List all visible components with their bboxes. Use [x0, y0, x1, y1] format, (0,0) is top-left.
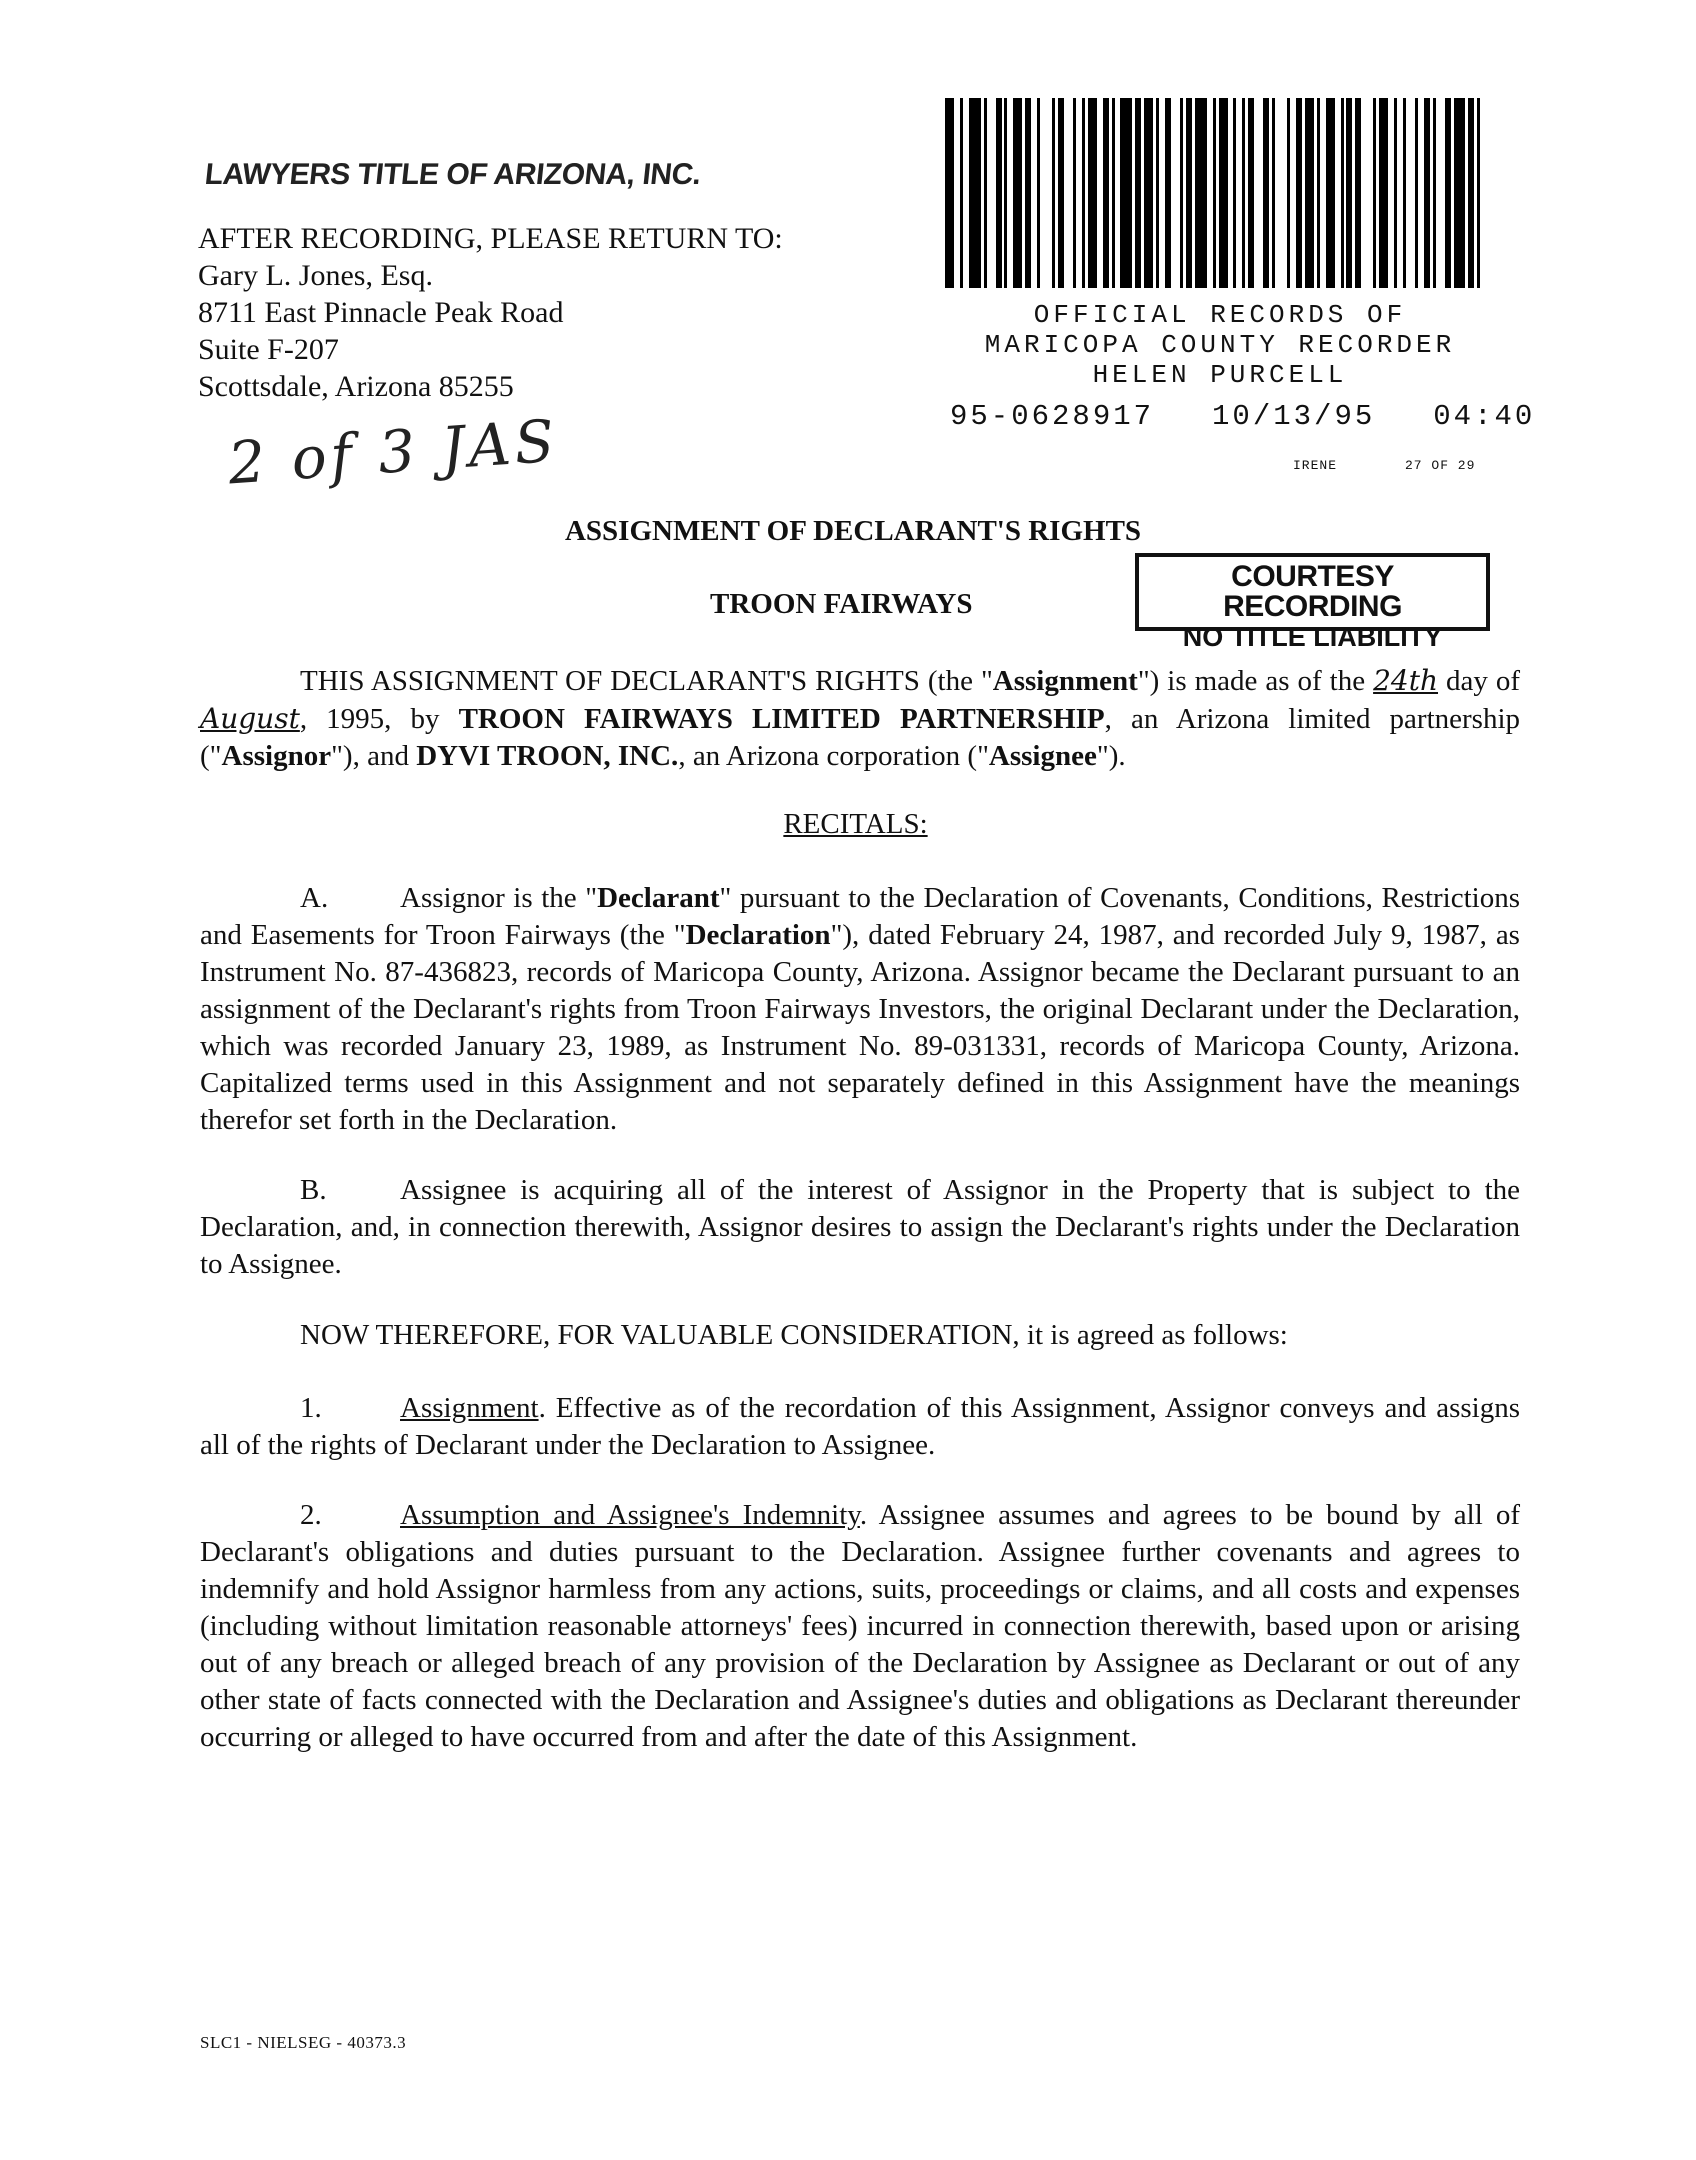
recording-time: 04:40: [1433, 400, 1536, 433]
section-1-number: 1.: [300, 1392, 322, 1424]
return-city: Scottsdale, Arizona 85255: [198, 370, 514, 403]
barcode-bar: [1326, 98, 1335, 288]
recital-b-label: B.: [300, 1174, 327, 1206]
barcode-bar: [1195, 98, 1207, 288]
barcode-bar: [1406, 98, 1415, 288]
instrument-number: 95-0628917: [950, 400, 1155, 433]
barcode-bar: [1361, 98, 1373, 288]
recording-date: 10/13/95: [1212, 400, 1376, 433]
barcode-bar: [1379, 98, 1388, 288]
intro-text: ") is made as of the: [1137, 665, 1366, 697]
courtesy-recording-stamp: [1135, 553, 1490, 652]
return-suite: Suite F-207: [198, 333, 339, 366]
barcode-bar: [969, 98, 981, 288]
recitals-heading: RECITALS:: [783, 808, 928, 840]
term-assignor: Assignor: [221, 740, 332, 772]
intro-text: day of: [1446, 665, 1521, 697]
barcode-bar: [1436, 98, 1445, 288]
recital-a-label: A.: [300, 882, 329, 914]
intro-paragraph: [200, 662, 1520, 775]
return-street: 8711 East Pinnacle Peak Road: [198, 296, 564, 329]
handwritten-month: August: [200, 702, 300, 735]
return-instruction: AFTER RECORDING, PLEASE RETURN TO:: [198, 222, 783, 255]
recital-a-text: " pursuant to the Declaration of Covenants, Conditions, Restrictions and Easements for Troon Fairways (the ": [200, 882, 1520, 951]
barcode-bar: [1040, 98, 1052, 288]
recital-b-text: Assignee is acquiring all of the interest of Assignor in the Property that is subject to the Declaration, and, in connection therewith, Assignor desires to assign the Declarant's rights under the Declaration to Assignee.: [200, 1174, 1520, 1280]
term-declarant: Declarant: [597, 882, 720, 914]
section-2-number: 2.: [300, 1499, 322, 1531]
party-assignee-name: DYVI TROON, INC.: [416, 740, 679, 772]
stamp-line-2: NO TITLE LIABILITY: [1182, 622, 1443, 652]
barcode-bar: [1254, 98, 1263, 288]
return-address-block: [198, 220, 783, 405]
recital-a-text: Assignor is the ": [400, 882, 598, 914]
section-1: [200, 1390, 1520, 1464]
clerk-name: IRENE: [1293, 458, 1338, 473]
barcode-bar: [1480, 98, 1489, 288]
barcode-bar: [1120, 98, 1132, 288]
intro-text: , an Arizona limited partnership (": [200, 703, 1521, 772]
handwritten-day: 24th: [1373, 664, 1439, 697]
recital-a-text: "), dated February 24, 1987, and recorded July 9, 1987, as Instrument No. 87-436823, records of Maricopa County, Arizona. Assignor became the Declarant pursuant to an assignment of the Declarant's rights from Troon Fairways Investors, the original Declarant under the Declaration, which was recorded January 23, 1989, as Instrument No. 89-031331, records of Maricopa County, Arizona. Capitalized terms used in this Assignment and not separately defined in this Assignment have the meanings therefor set forth in the Declaration.: [200, 919, 1520, 1136]
recital-b: [200, 1172, 1520, 1283]
company-logo: LAWYERS TITLE OF ARIZONA, INC.: [203, 158, 703, 191]
intro-text: , 1995, by: [299, 703, 459, 735]
recorder-line-2: MARICOPA COUNTY RECORDER: [984, 330, 1456, 360]
section-2: [200, 1497, 1520, 1756]
now-therefore: [200, 1317, 1520, 1354]
recording-numbers: [950, 400, 1535, 433]
party-assignor-name: TROON FAIRWAYS LIMITED PARTNERSHIP: [458, 703, 1105, 735]
recorder-block: [955, 300, 1485, 390]
return-name: Gary L. Jones, Esq.: [198, 259, 433, 292]
footer-doc-id: SLC1 - NIELSEG - 40373.3: [200, 2033, 407, 2052]
barcode-bar: [1171, 98, 1180, 288]
intro-text: ").: [1096, 740, 1126, 772]
section-1-text: . Effective as of the recordation of this Assignment, Assignor conveys and assigns all of the rights of Declarant under the Declaration to Assignee.: [200, 1392, 1520, 1461]
section-1-heading: Assignment: [400, 1392, 539, 1424]
barcode-bar: [1219, 98, 1228, 288]
barcode: [945, 98, 1490, 288]
handwritten-code: 2 of 3 JAS: [226, 406, 561, 498]
document-title: ASSIGNMENT OF DECLARANT'S RIGHTS: [564, 515, 1142, 547]
document-subtitle: TROON FAIRWAYS: [710, 588, 973, 620]
barcode-bar: [1454, 98, 1466, 288]
intro-text: , an Arizona corporation (": [678, 740, 989, 772]
recorder-line-1: OFFICIAL RECORDS OF: [1033, 300, 1407, 330]
term-assignment: Assignment: [992, 665, 1138, 697]
barcode-bar: [945, 98, 954, 288]
barcode-bar: [1305, 98, 1314, 288]
barcode-bar: [987, 98, 996, 288]
section-2-heading: Assumption and Assignee's Indemnity: [400, 1499, 860, 1531]
term-declaration: Declaration: [685, 919, 831, 951]
term-assignee: Assignee: [988, 740, 1097, 772]
section-2-text: . Assignee assumes and agrees to be bound by all of Declarant's obligations and duties pursuant to the Declaration. Assignee further covenants and agrees to indemnify and hold Assignor harmless from any actions, suits, proceedings or claims, and all costs and expenses (including without limitation reasonable attorneys' fees) incurred in connection therewith, based upon or arising out of any breach or alleged breach of any provision of the Declaration by Assignee as Declarant or out of any other state of facts connected with the Declaration and Assignee's duties and obligations as Declarant thereunder occurring or alleged to have occurred from and after the date of this Assignment.: [200, 1499, 1521, 1753]
barcode-bar: [1144, 98, 1153, 288]
now-therefore-text: NOW THEREFORE, FOR VALUABLE CONSIDERATION, it is agreed as follows:: [300, 1319, 1288, 1351]
recital-a: [200, 880, 1520, 1139]
barcode-bar: [1064, 98, 1073, 288]
intro-text: "), and: [331, 740, 417, 772]
barcode-bar: [1275, 98, 1287, 288]
page-count: 27 OF 29: [1405, 458, 1476, 473]
barcode-bar: [1013, 98, 1022, 288]
barcode-bar: [1088, 98, 1097, 288]
intro-text: THIS ASSIGNMENT OF DECLARANT'S RIGHTS (the ": [300, 665, 993, 697]
stamp-line-1: COURTESY RECORDING: [1223, 560, 1402, 623]
recorder-line-3: HELEN PURCELL: [1092, 360, 1348, 390]
